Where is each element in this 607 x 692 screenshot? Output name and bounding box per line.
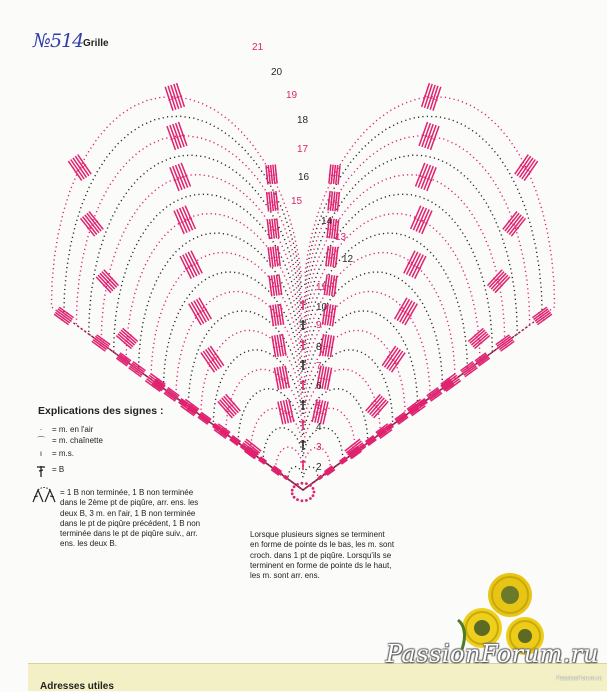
row-number-label: 11	[316, 282, 327, 293]
stitch-cluster	[532, 307, 552, 325]
row-number-label: 17	[297, 144, 309, 155]
ring-chain	[312, 487, 315, 490]
row-number-label: 9	[316, 320, 322, 331]
stitch-cluster	[167, 122, 187, 150]
ring-chain	[293, 485, 296, 488]
stitch-cluster	[461, 362, 478, 377]
stitch-cluster	[496, 335, 514, 351]
stitch-cluster	[96, 270, 118, 293]
row-number-label: 14	[321, 216, 333, 227]
legend-row-dc	[30, 465, 64, 479]
bar-icon: ı	[30, 449, 52, 458]
ring-chain	[301, 499, 304, 502]
stitch-cluster	[269, 274, 282, 296]
row-number-label: 20	[271, 67, 283, 78]
stitch-cluster	[278, 399, 294, 424]
stitch-cluster	[419, 122, 439, 150]
arc-icon: ⌒	[30, 436, 52, 445]
row-number-label: 12	[342, 254, 354, 265]
watermark: PassionForum.ru	[386, 640, 599, 668]
stitch-cluster	[411, 206, 432, 234]
row-number-label: 19	[286, 90, 298, 101]
chain-row	[288, 467, 318, 490]
stitch-cluster	[366, 394, 389, 418]
legend-cluster-text: = 1 B non terminée, 1 B non terminée dans le 2ème pt de piqûre, arr. ens. les deux B, 3 m. en l'air, 1 B non terminée dans le pt de piqûre précédent, 1 B non terminée dans le pt de piqûre suiv., arr. ens. les deux B.	[60, 488, 210, 550]
stitch-cluster	[54, 307, 74, 325]
stitch-cluster	[503, 212, 526, 237]
legend-row-chain	[30, 425, 93, 434]
note-text: Lorsque plusieurs signes se terminent en forme de pointe ds le bas, les m. sont croch. dans 1 pt de piqûre. Lorsqu'ils se terminent en forme de pointe ds le haut, les m. sont arr. ens.	[250, 530, 395, 581]
stitch-cluster	[116, 328, 137, 348]
stitch-cluster	[189, 298, 212, 325]
ring-chain	[291, 492, 294, 495]
watermark-small: PassionForum.ru	[556, 676, 602, 682]
stitch-cluster	[488, 270, 510, 293]
stitch-cluster	[515, 155, 538, 181]
stitch-cluster	[174, 206, 195, 234]
stitch-cluster	[81, 212, 104, 237]
center-ring	[291, 482, 316, 502]
cluster-icon	[30, 487, 58, 505]
legend-title: Explications des signes :	[38, 405, 163, 417]
stitch-cluster	[404, 251, 426, 279]
chart-stitch-rows	[51, 97, 554, 490]
stitch-cluster	[416, 163, 437, 191]
row-number-label: 5	[316, 401, 322, 412]
stitch-cluster	[272, 334, 286, 357]
stitch-cluster	[129, 362, 146, 377]
stitch-cluster	[468, 328, 489, 348]
stitch-cluster	[422, 83, 441, 111]
legend-text: = m. chaînette	[52, 436, 103, 445]
legend-row-sc	[30, 449, 74, 458]
legend-text: = B	[52, 465, 64, 474]
ring-chain	[312, 494, 315, 497]
stitch-cluster	[270, 304, 283, 327]
stitch-cluster	[329, 164, 340, 184]
grille-label: Grille	[83, 38, 109, 49]
row-number-label: 8	[316, 342, 322, 353]
chain-row	[263, 428, 343, 490]
chain-row	[76, 136, 529, 490]
dot-icon: ·	[30, 425, 52, 434]
ring-chain	[293, 496, 296, 499]
stitch-cluster	[267, 218, 279, 239]
row-number-label: 6	[316, 381, 322, 392]
stitch-cluster	[395, 298, 418, 325]
stitch-cluster	[274, 366, 289, 390]
stitch-cluster	[382, 346, 405, 372]
row-number-label: 10	[316, 302, 328, 313]
handwritten-pattern-number: №514	[33, 30, 83, 52]
stitch-cluster	[201, 346, 224, 372]
row-number-label: 16	[298, 172, 310, 183]
footer-heading: Adresses utiles	[40, 681, 114, 692]
stitch-cluster	[427, 388, 442, 402]
legend-row-cluster	[30, 487, 58, 505]
chain-row	[51, 97, 554, 490]
legend-row-slip	[30, 436, 103, 445]
stitch-cluster	[326, 246, 338, 267]
ring-chain	[313, 491, 316, 494]
stitch-cluster	[320, 334, 334, 357]
row-number-label: 7	[316, 361, 322, 372]
ring-chain	[291, 489, 294, 492]
chain-row	[151, 253, 455, 491]
ring-chain	[309, 497, 312, 500]
ring-chain	[309, 484, 312, 487]
stitch-cluster	[170, 163, 191, 191]
row-number-label: 3	[316, 442, 322, 453]
row-number-label: 4	[316, 422, 322, 433]
stitch-cluster	[92, 335, 110, 351]
row-number-label: 2	[316, 462, 322, 473]
ring-chain	[305, 499, 308, 502]
row-number-label: 13	[335, 232, 347, 243]
ring-chain	[296, 498, 299, 501]
stitch-cluster	[165, 83, 184, 111]
row-number-label: 18	[297, 115, 309, 126]
double-crochet-icon	[30, 465, 52, 479]
stitch-cluster	[68, 155, 91, 181]
ring-chain	[301, 482, 304, 485]
row-number-label: 15	[291, 196, 303, 207]
legend-text: = m. en l'air	[52, 425, 93, 434]
legend-text: = m.s.	[52, 449, 74, 458]
stitch-cluster	[180, 251, 202, 279]
ring-chain	[305, 482, 308, 485]
stitch-cluster	[218, 394, 241, 418]
row-number-label: 21	[252, 42, 264, 53]
ring-chain	[296, 483, 299, 486]
